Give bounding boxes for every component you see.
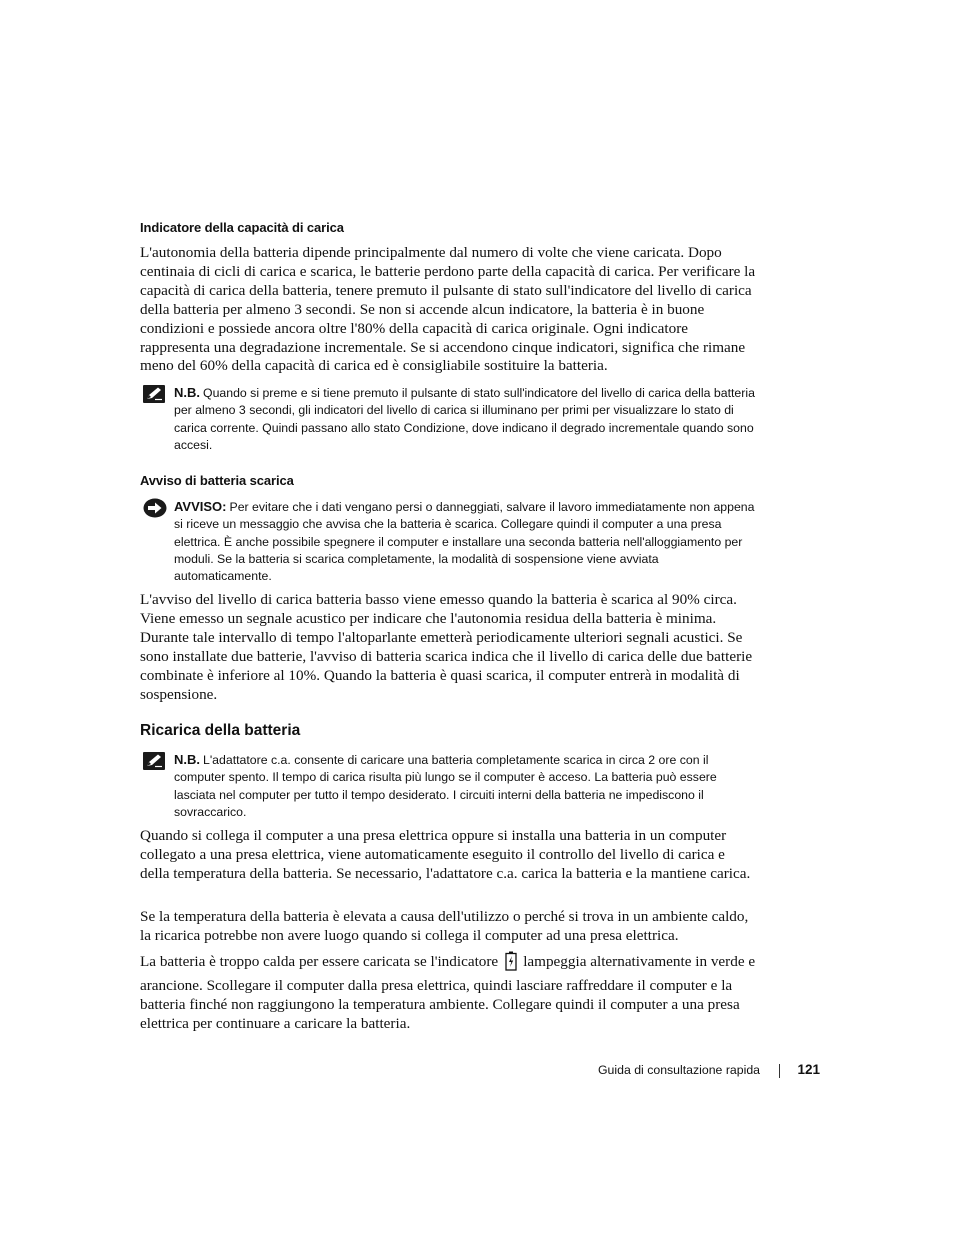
paragraph-charging-3	[140, 951, 758, 1034]
note-text: Quando si preme e si tiene premuto il pulsante di stato sull'indicatore del livello di carica della batteria per almeno 3 secondi, gli indicatori del livello di carica si illuminano per primi per visualizzare lo stato di carica corrente. Quindi passano allo stato Condizione, dove indicano il degrado incrementale quando sono accesi.	[174, 386, 755, 452]
paragraph-3-text-after: lampeggia alternativamente in verde e arancione. Scollegare il computer dalla presa elettrica, quindi lasciare raffreddare il computer e la batteria finché non raggiungono la temperatura ambiente. Collegare quindi il computer a una presa elettrica per continuare a caricare la batteria.	[140, 953, 756, 1032]
section-heading-charge-capacity: Indicatore della capacità di carica	[140, 220, 344, 235]
note-pencil-icon	[143, 385, 165, 408]
notice-box	[140, 498, 758, 585]
battery-charge-icon	[505, 951, 517, 977]
footer-divider	[779, 1064, 780, 1078]
note-pencil-icon	[143, 752, 165, 775]
notice-label: AVVISO:	[174, 499, 227, 514]
note-label: N.B.	[174, 752, 200, 767]
page-footer	[560, 1062, 822, 1080]
paragraph-charge-capacity: L'autonomia della batteria dipende principalmente dal numero di volte che viene caricata. Dopo centinaia di cicli di carica e scarica, le batterie perdono parte della capacità di carica. Per verificare la capacità di carica della batteria, tenere premuto il pulsante di stato sull'indicatore del livello di carica della batteria per almeno 3 secondi. Se non si accende alcun indicatore, la batteria è in buone condizioni e possiede ancora oltre l'80% della capacità di carica originale. Ogni indicatore rappresenta una degradazione incrementale. Se si accendono cinque indicatori, significa che rimane meno del 60% della capacità di carica ed è consigliabile sostituire la batteria.	[140, 244, 756, 375]
paragraph-charging-2: Se la temperatura della batteria è elevata a causa dell'utilizzo o perché si trova in un ambiente caldo, la ricarica potrebbe non avere luogo quando si collega il computer ad una presa elettrica.	[140, 908, 749, 944]
page-number: 121	[797, 1062, 820, 1077]
footer-guide-title: Guida di consultazione rapida	[597, 1063, 760, 1077]
section-heading-low-battery: Avviso di batteria scarica	[140, 473, 294, 488]
note-label: N.B.	[174, 385, 200, 400]
notice-arrow-icon	[143, 498, 167, 523]
notice-text: Per evitare che i dati vengano persi o danneggiati, salvare il lavoro immediatamente non appena si riceve un messaggio che avvisa che la batteria è scarica. Collegare quindi il computer a una presa elettrica. È anche possibile spegnere il computer e installare una seconda batteria nell'alloggiamento per moduli. Se la batteria si scarica completamente, la modalità di sospensione viene avviata automaticamente.	[174, 500, 755, 584]
paragraph-low-battery: L'avviso del livello di carica batteria basso viene emesso quando la batteria è scarica al 90% circa. Viene emesso un segnale acustico per indicare che l'autonomia residua della batteria è minima. Durante tale intervallo di tempo l'altoparlante emetterà periodicamente ulteriori segnali acustici. Se sono installate due batterie, l'avviso di batteria scarica indica che il livello di carica delle due batterie combinate è inferiore al 10%. Quando la batteria è quasi scarica, il computer entrerà in modalità di sospensione.	[140, 591, 753, 703]
note-box-charging	[140, 751, 758, 821]
note-text: L'adattatore c.a. consente di caricare una batteria completamente scarica in circa 2 ore con il computer spento. Il tempo di carica risulta più lungo se il computer è acceso. La batteria può essere lasciata nel computer per tutto il tempo desiderato. I circuiti interni della batteria ne impediscono il sovraccarico.	[174, 753, 717, 819]
note-box	[140, 384, 758, 454]
paragraph-charging-1: Quando si collega il computer a una presa elettrica oppure si installa una batteria in un computer collegato a una presa elettrica, viene automaticamente eseguito il controllo del livello di carica e della temperatura della batteria. Se necessario, l'adattatore c.a. carica la batteria e la mantiene carica.	[140, 827, 751, 882]
section-heading-charging: Ricarica della batteria	[140, 722, 301, 739]
paragraph-3-text-before: La batteria è troppo calda per essere caricata se l'indicatore	[140, 953, 499, 970]
